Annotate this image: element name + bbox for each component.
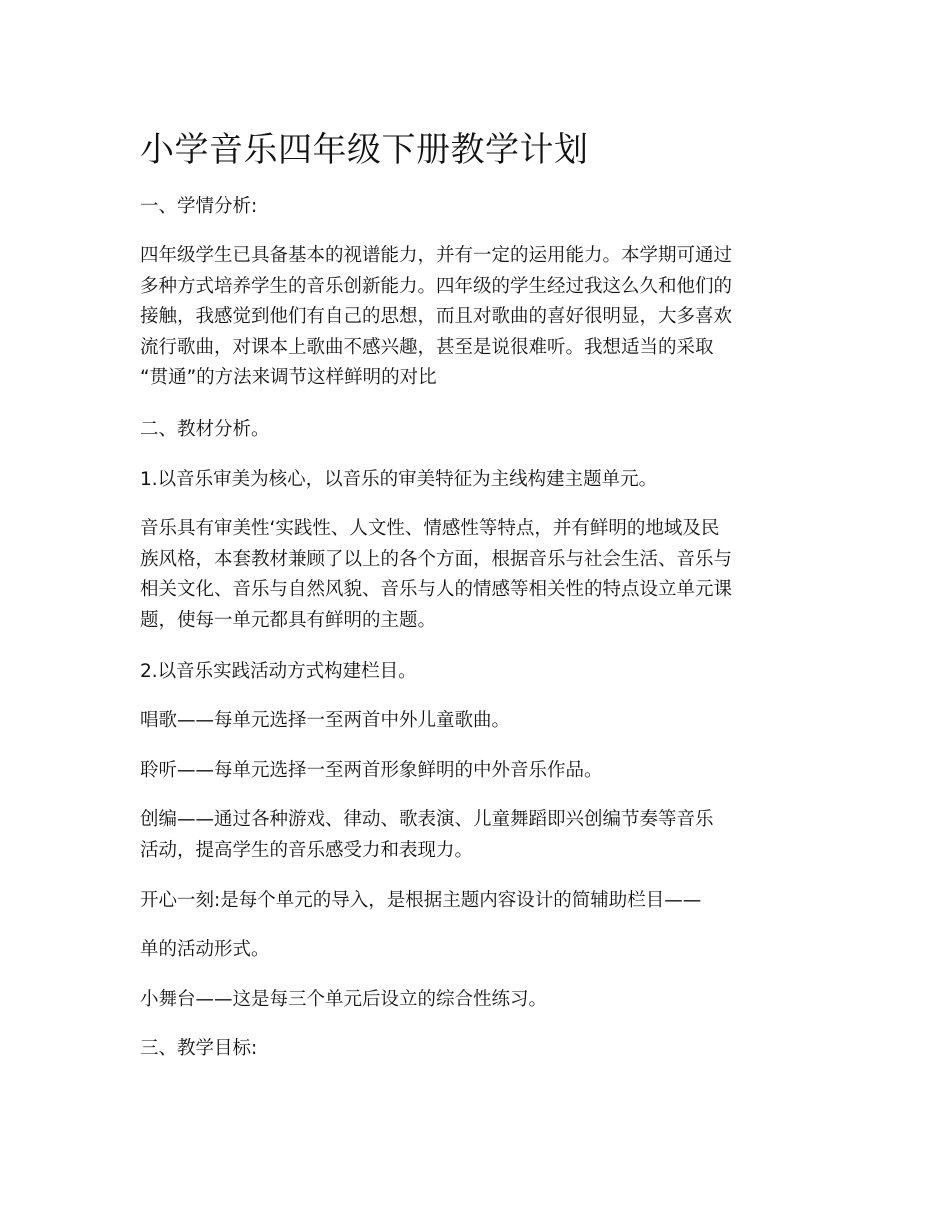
section2-heading: 二、教材分析。 [140, 419, 270, 440]
section1-heading: 一、学情分析: [140, 196, 258, 217]
paragraph-line: “贯通”的方法来调节这样鲜明的对比 [140, 367, 437, 388]
section3-heading: 三、教学目标: [140, 1038, 258, 1059]
paragraph-line: 活动，提高学生的音乐感受力和表现力。 [140, 839, 474, 861]
paragraph-line: 创编——通过各种游戏、律动、歌表演、儿童舞蹈即兴创编节奏等音乐 [140, 809, 714, 830]
paragraph-line: 多种方式培养学生的音乐创新能力。四年级的学生经过我这么久和他们的 [140, 275, 733, 297]
point1-paragraph [140, 514, 815, 636]
document-title: 小学音乐四年级下册教学计划 [140, 130, 589, 170]
point2-heading: 2.以音乐实践活动方式构建栏目。 [140, 661, 417, 682]
paragraph-line: 音乐具有审美性‘实践性、人文性、情感性等特点，并有鲜明的地域及民 [140, 518, 720, 539]
singing-item: 唱歌——每单元选择一至两首中外儿童歌曲。 [140, 710, 511, 731]
paragraph-line: 接触，我感觉到他们有自己的思想，而且对歌曲的喜好很明显，大多喜欢 [140, 306, 733, 327]
happy-moment-item: 开心一刻:是每个单元的导入，是根据主题内容设计的简辅助栏目—— [140, 890, 702, 911]
creating-item [140, 805, 815, 866]
paragraph-line: 相关文化、音乐与自然风貌、音乐与人的情感等相关性的特点设立单元课 [140, 579, 733, 600]
section1-paragraph [140, 241, 815, 394]
paragraph-line: 族风格，本套教材兼顾了以上的各个方面，根据音乐与社会生活、音乐与 [140, 548, 733, 570]
point1-heading: 1.以音乐审美为核心，以音乐的审美特征为主线构建主题单元。 [140, 469, 658, 490]
paragraph-line: 四年级学生已具备基本的视谱能力，并有一定的运用能力。本学期可通过 [140, 245, 733, 266]
small-stage-item: 小舞台——这是每三个单元后设立的综合性练习。 [140, 989, 548, 1010]
paragraph-line: 流行歌曲，对课本上歌曲不感兴趣，甚至是说很难听。我想适当的采取 [140, 336, 714, 358]
listening-item: 聆听——每单元选择一至两首形象鲜明的中外音乐作品。 [140, 760, 603, 781]
happy-moment-continued: 单的活动形式。 [140, 939, 270, 960]
paragraph-line: 题，使每一单元都具有鲜明的主题。 [140, 609, 437, 631]
